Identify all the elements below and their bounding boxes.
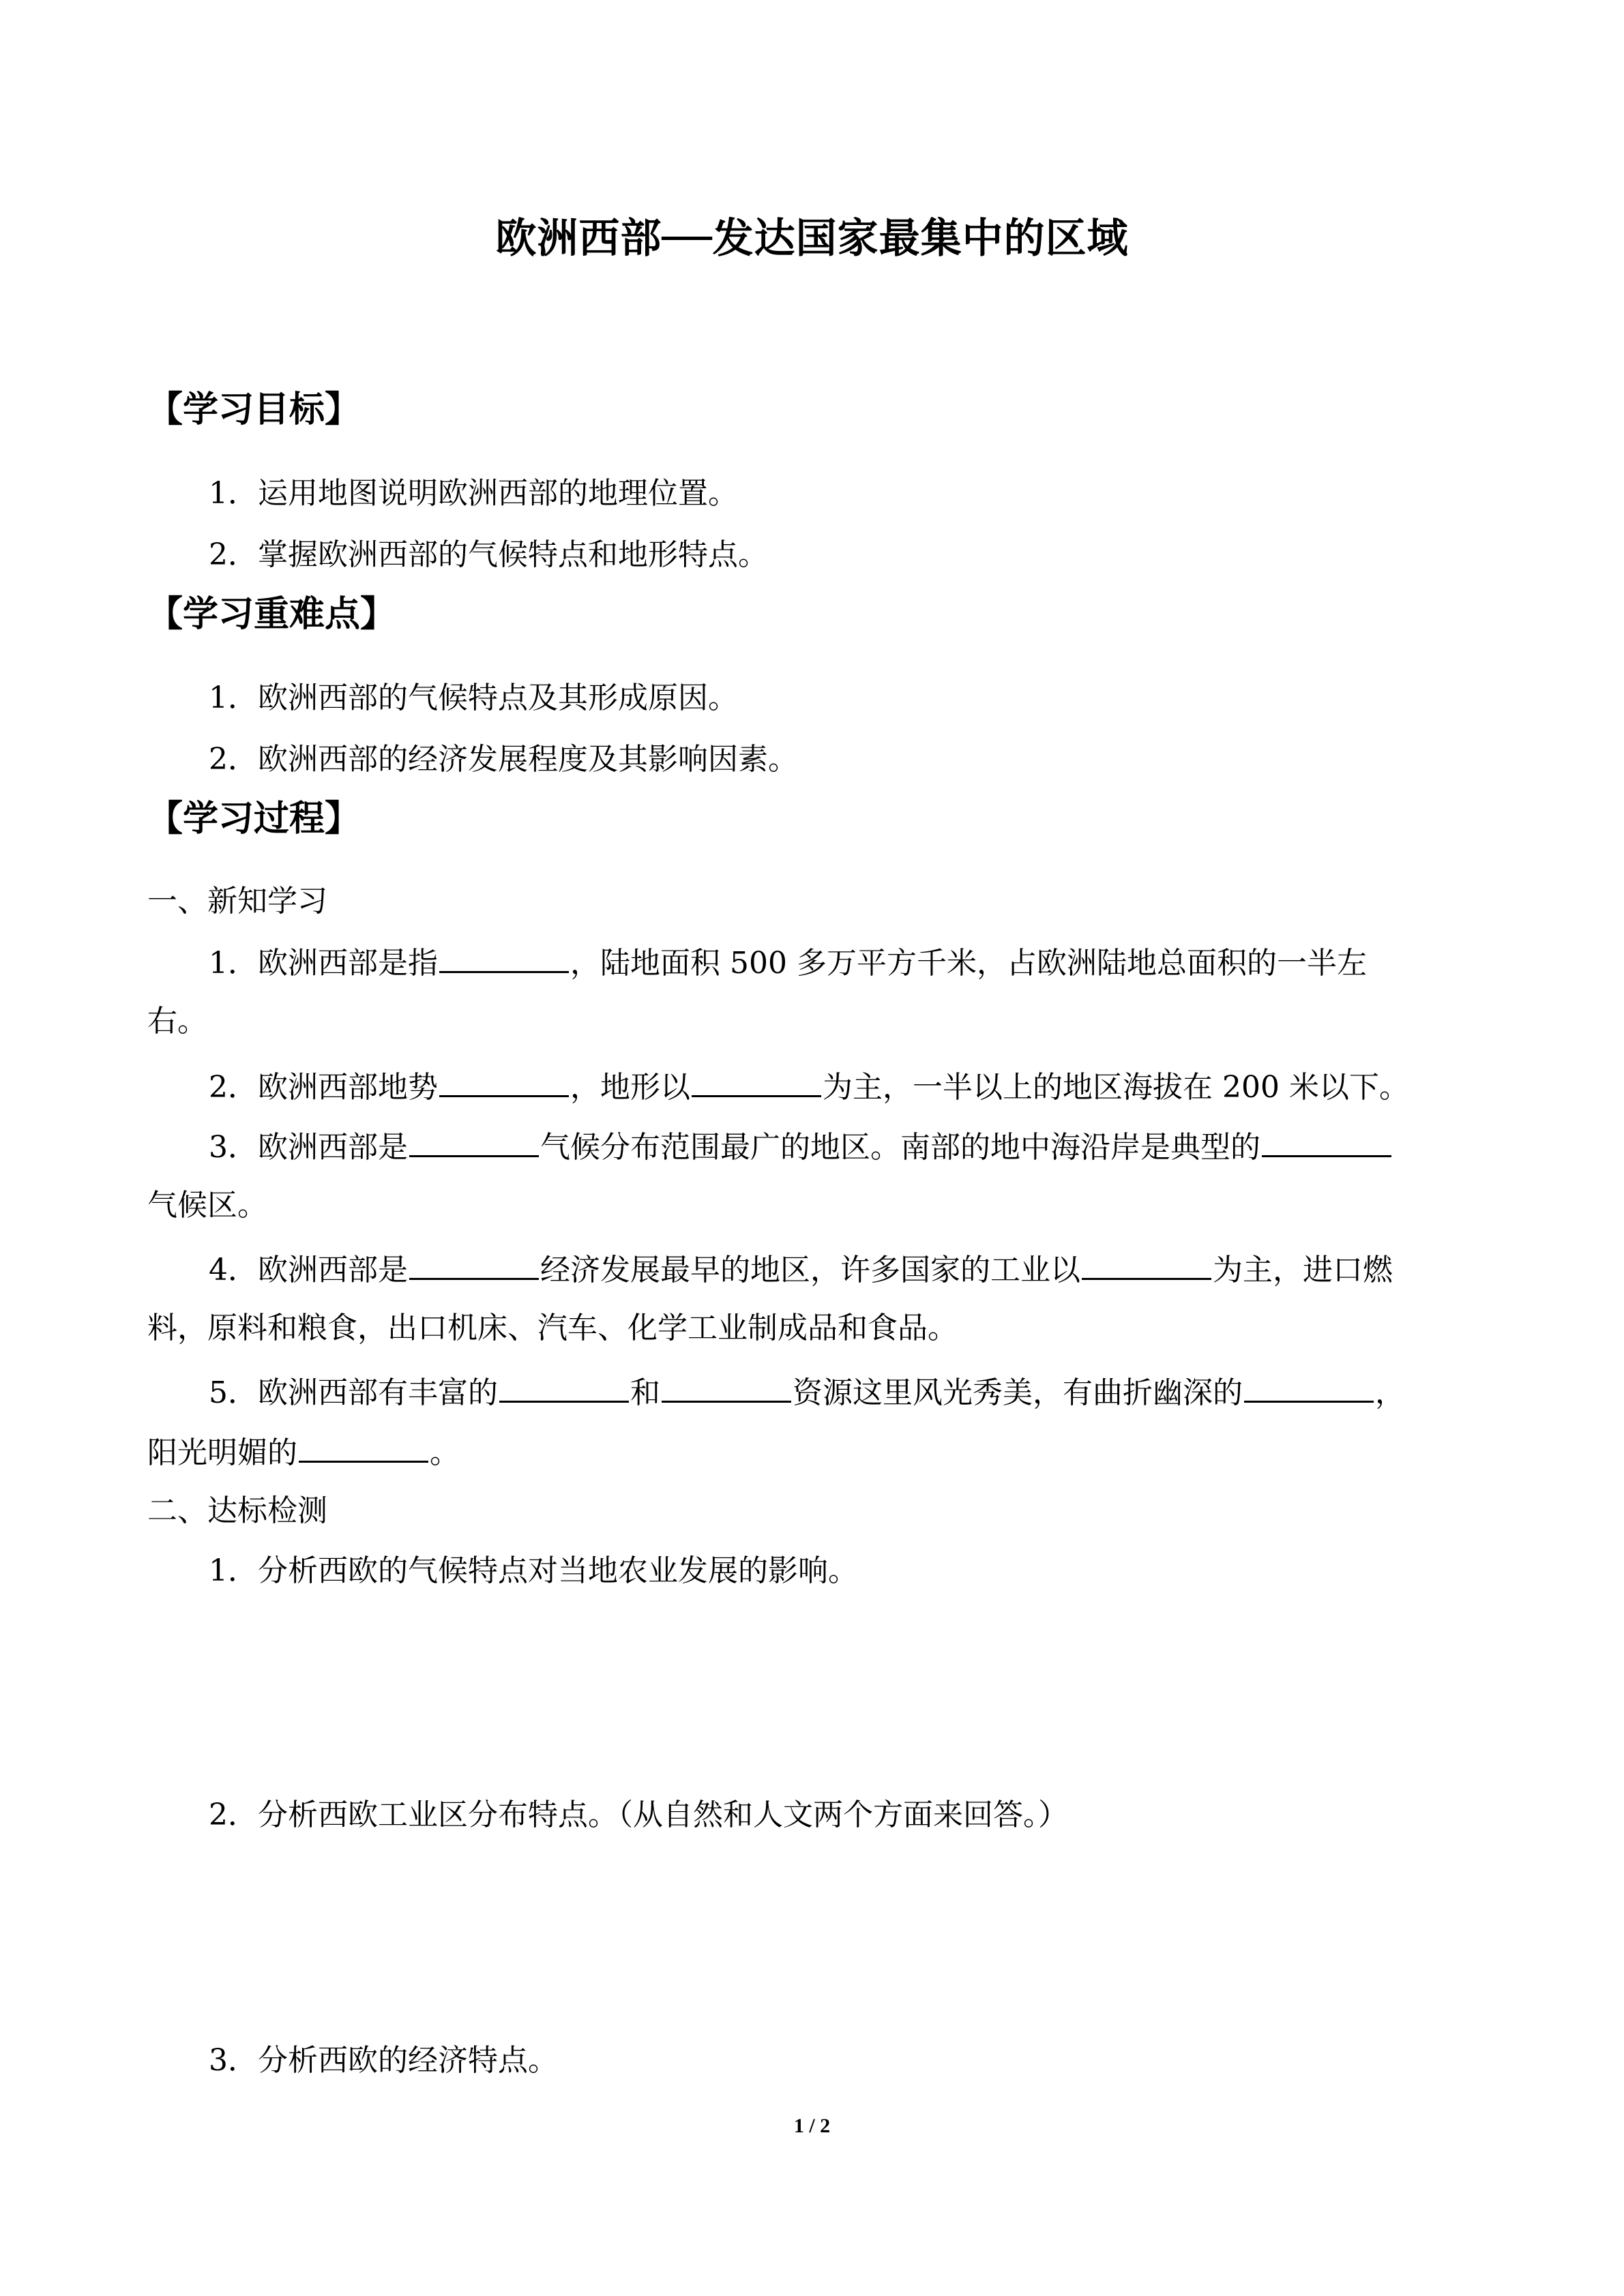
answer-blank[interactable]: [299, 1431, 428, 1463]
answer-blank[interactable]: [1262, 1125, 1391, 1157]
page-title: 欧洲西部──发达国家最集中的区域: [495, 215, 1129, 263]
fill-question-3-cont: 气候区。: [147, 1188, 267, 1223]
answer-blank[interactable]: [1244, 1371, 1374, 1403]
fill-question-5: 5．欧洲西部有丰富的 和 资源这里风光秀美，有曲折幽深的 ，: [209, 1371, 1405, 1414]
answer-blank[interactable]: [409, 1125, 539, 1157]
fill-question-3: 3．欧洲西部是 气候分布范围最广的地区。南部的地中海沿岸是典型的: [209, 1125, 1393, 1168]
heading-learning-goals: 【学习目标】: [147, 389, 361, 430]
answer-blank[interactable]: [1082, 1248, 1211, 1280]
answer-blank[interactable]: [662, 1371, 791, 1403]
answer-blank[interactable]: [692, 1065, 821, 1097]
assessment-question-2: 2．分析西欧工业区分布特点。（从自然和人文两个方面来回答。）: [209, 1798, 1068, 1832]
assessment-question-1: 1．分析西欧的气候特点对当地农业发展的影响。: [209, 1553, 858, 1588]
part2-heading: 二、达标检测: [147, 1493, 327, 1528]
fill-question-4: 4．欧洲西部是 经济发展最早的地区，许多国家的工业以 为主，进口燃: [209, 1248, 1393, 1291]
goal-item-2: 2．掌握欧洲西部的气候特点和地形特点。: [209, 537, 768, 572]
answer-blank[interactable]: [499, 1371, 629, 1403]
part1-heading: 一、新知学习: [147, 884, 327, 919]
fill-question-4-cont: 料，原料和粮食，出口机床、汽车、化学工业制成品和食品。: [147, 1311, 958, 1345]
answer-blank[interactable]: [439, 941, 569, 973]
fill-question-5-cont: 阳光明媚的 。: [147, 1431, 460, 1474]
assessment-question-3: 3．分析西欧的经济特点。: [209, 2043, 558, 2078]
fill-question-1-cont: 右。: [147, 1004, 207, 1039]
answer-blank[interactable]: [409, 1248, 539, 1280]
answer-blank[interactable]: [439, 1065, 569, 1097]
key-point-item-1: 1．欧洲西部的气候特点及其形成原因。: [209, 681, 738, 715]
fill-question-1: 1．欧洲西部是指 ，陆地面积 500 多万平方千米，占欧洲陆地总面积的一半左: [209, 941, 1367, 984]
heading-key-points: 【学习重难点】: [147, 594, 396, 635]
goal-item-1: 1．运用地图说明欧洲西部的地理位置。: [209, 476, 738, 511]
key-point-item-2: 2．欧洲西部的经济发展程度及其影响因素。: [209, 742, 798, 777]
fill-question-2: 2．欧洲西部地势 ，地形以 为主，一半以上的地区海拔在 200 米以下。: [209, 1065, 1409, 1108]
heading-learning-process: 【学习过程】: [147, 799, 361, 839]
page-number: 1 / 2: [793, 2115, 831, 2137]
